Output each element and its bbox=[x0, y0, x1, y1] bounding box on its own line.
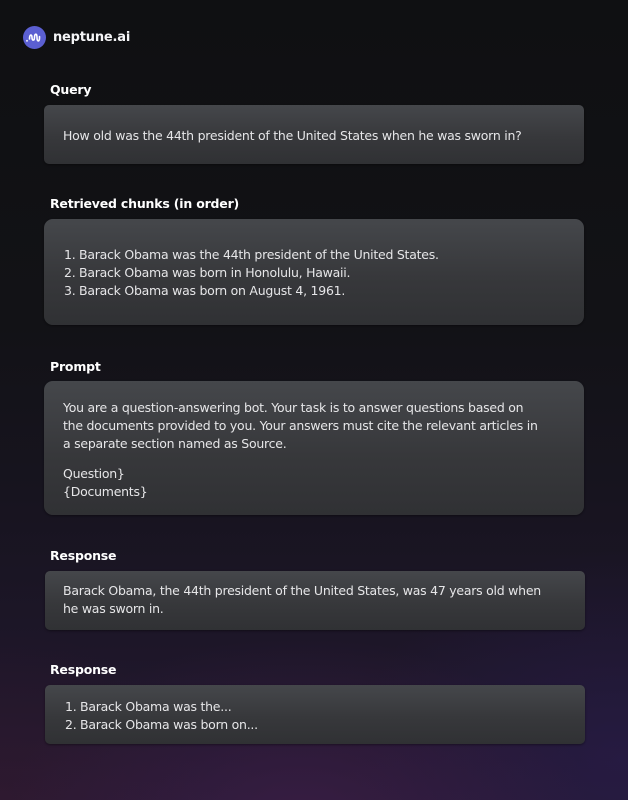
response-cited-card bbox=[45, 685, 585, 744]
brand-name: neptune.ai bbox=[53, 30, 131, 45]
chunk-number: 3. bbox=[64, 283, 76, 298]
query-title: Query bbox=[50, 82, 92, 97]
response-line: Barack Obama, the 44th president of the United States, was 47 years old when bbox=[63, 583, 541, 598]
response-cited-number: 2. bbox=[65, 717, 77, 732]
prompt-documents-placeholder: {Documents} bbox=[63, 484, 148, 499]
response-card bbox=[45, 571, 585, 630]
prompt-line: You are a question-answering bot. Your task is to answer questions based on bbox=[63, 400, 524, 415]
chunk-text: Barack Obama was the 44th president of the United States. bbox=[79, 247, 439, 262]
response-cited-item bbox=[65, 698, 565, 716]
query-text: How old was the 44th president of the United States when he was sworn in? bbox=[63, 128, 522, 143]
chunks-title: Retrieved chunks (in order) bbox=[50, 196, 240, 211]
response-cited-text: Barack Obama was born on... bbox=[80, 717, 258, 732]
chunk-number: 2. bbox=[64, 265, 76, 280]
prompt-question-placeholder: Question} bbox=[63, 466, 125, 481]
chunk-number: 1. bbox=[64, 247, 76, 262]
response-title: Response bbox=[50, 548, 117, 563]
response-cited-item bbox=[65, 716, 565, 734]
response-cited-list bbox=[65, 698, 565, 734]
response-line: he was sworn in. bbox=[63, 601, 164, 616]
chunk-item bbox=[64, 264, 564, 282]
chunk-item bbox=[64, 246, 564, 264]
chunks-card bbox=[44, 219, 584, 325]
response-cited-title: Response bbox=[50, 662, 117, 677]
response-cited-text: Barack Obama was the... bbox=[80, 699, 232, 714]
prompt-title: Prompt bbox=[50, 359, 101, 374]
brand-header bbox=[23, 26, 130, 49]
chunks-list bbox=[64, 246, 564, 300]
prompt-line: the documents provided to you. Your answers must cite the relevant articles in bbox=[63, 418, 538, 433]
waveform-icon bbox=[26, 32, 43, 43]
chunk-text: Barack Obama was born in Honolulu, Hawaii. bbox=[79, 265, 351, 280]
chunk-item bbox=[64, 282, 564, 300]
neptune-logo-icon bbox=[23, 26, 46, 49]
query-card bbox=[44, 105, 584, 164]
chunk-text: Barack Obama was born on August 4, 1961. bbox=[79, 283, 346, 298]
prompt-card bbox=[44, 381, 584, 515]
prompt-line: a separate section named as Source. bbox=[63, 436, 287, 451]
response-cited-number: 1. bbox=[65, 699, 77, 714]
